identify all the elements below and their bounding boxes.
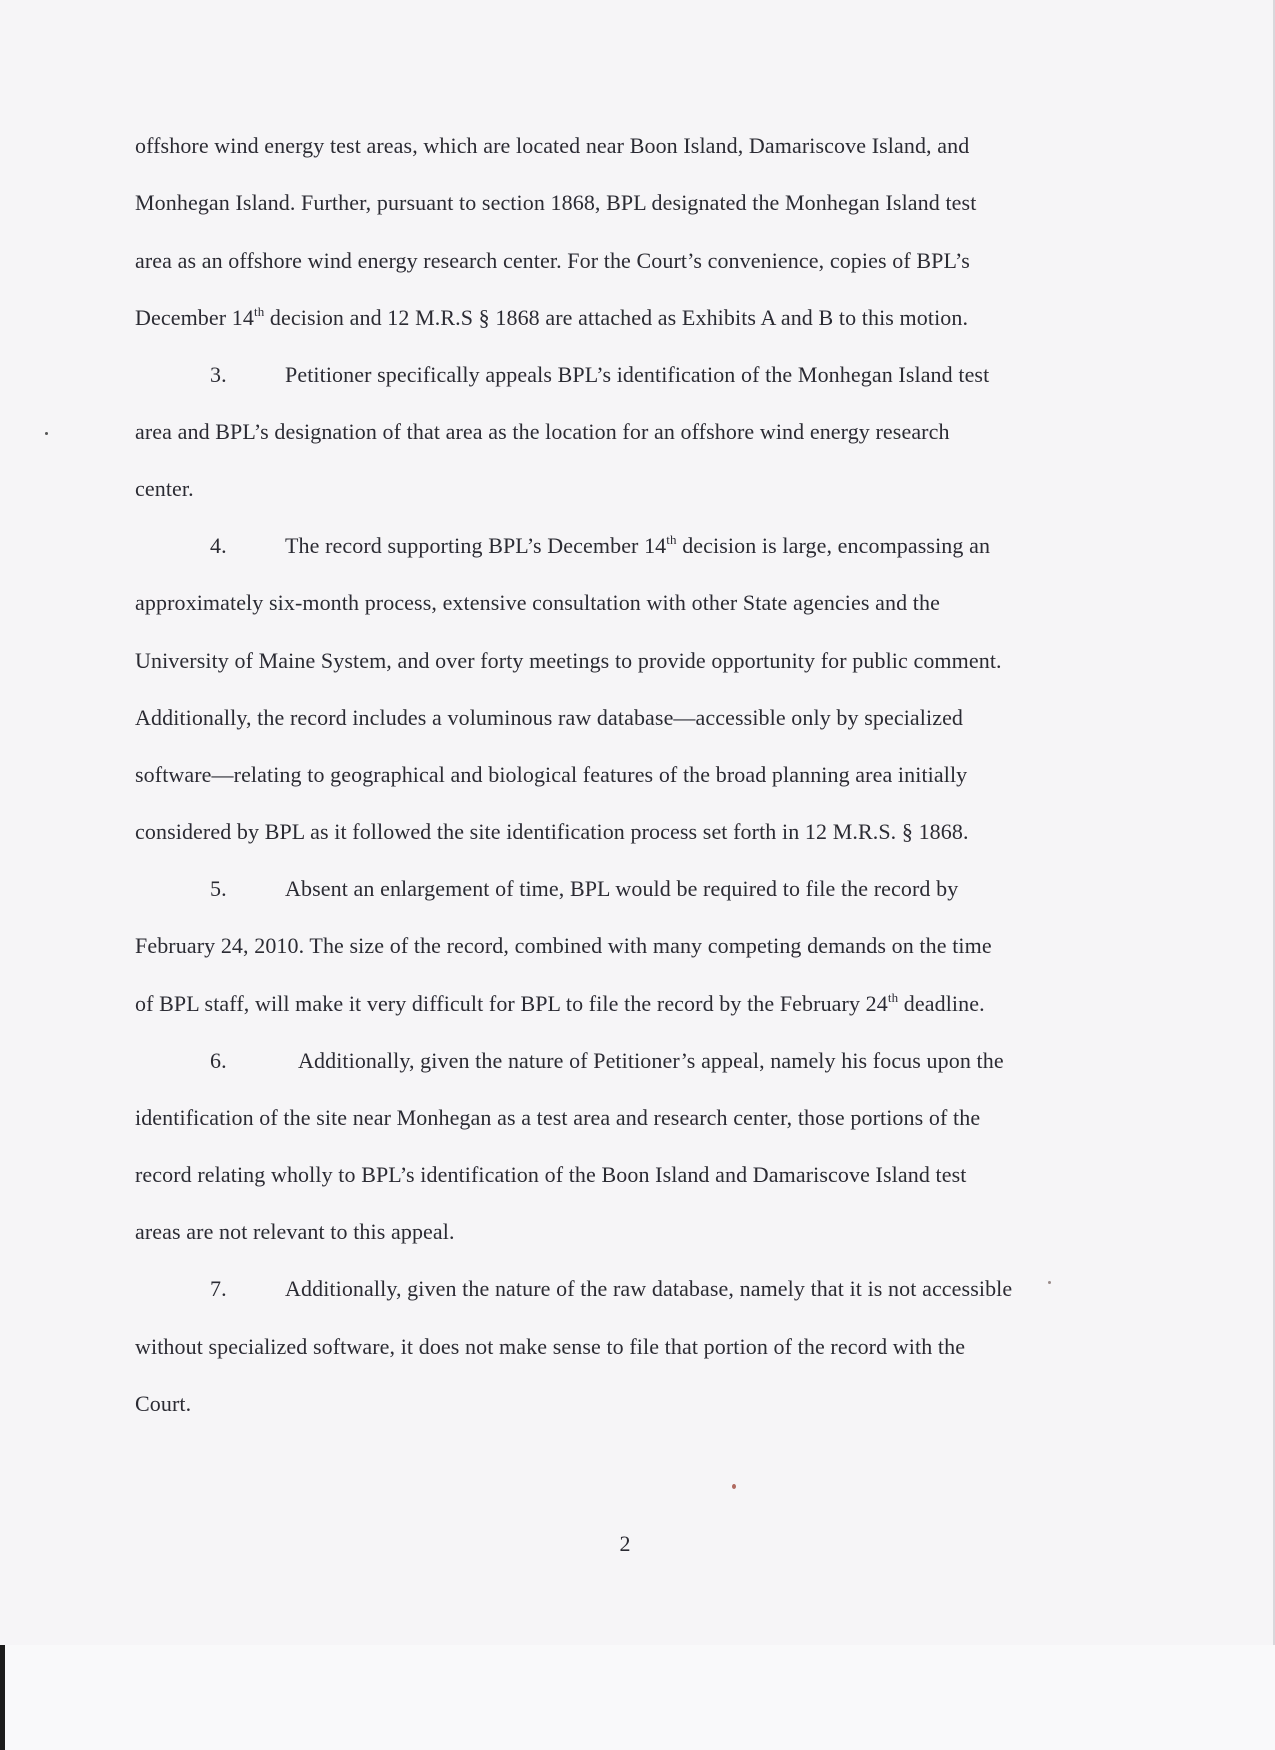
paragraph-number: 7.	[210, 1276, 227, 1301]
scan-speck	[1048, 1281, 1051, 1284]
text: decision and 12 M.R.S § 1868 are attached as Exhibits A and B to this motion.	[264, 305, 969, 330]
text: approximately six-month process, extensive consultation with other State agencies and the	[135, 590, 940, 615]
text: record relating wholly to BPL’s identification of the Boon Island and Damariscove Island test	[135, 1162, 967, 1187]
text: deadline.	[898, 991, 985, 1016]
text-line	[135, 1104, 980, 1132]
text: Court.	[135, 1391, 192, 1416]
text: software—relating to geographical and biological features of the broad planning area initially	[135, 762, 968, 787]
text-line	[135, 1390, 191, 1418]
page-number: 2	[619, 1531, 631, 1556]
text: Additionally, given the nature of the raw database, namely that it is not accessible	[285, 1276, 1013, 1301]
text: February 24, 2010. The size of the record, combined with many competing demands on the time	[135, 933, 992, 958]
text-line	[135, 418, 950, 446]
text-line	[135, 990, 985, 1018]
superscript: th	[666, 532, 677, 547]
text: of BPL staff, will make it very difficult for BPL to file the record by the February 24	[135, 991, 888, 1016]
scan-speck	[732, 1484, 736, 1489]
text-group	[285, 532, 990, 560]
text: Additionally, given the nature of Petitioner’s appeal, namely his focus upon the	[298, 1048, 1004, 1073]
text-line	[135, 704, 963, 732]
text-line	[135, 247, 970, 275]
text-line	[135, 189, 976, 217]
text-line	[135, 761, 967, 789]
text: decision is large, encompassing an	[676, 533, 991, 558]
text: Absent an enlargement of time, BPL would be required to file the record by	[285, 876, 959, 901]
text-line	[135, 932, 992, 960]
paragraph-number: 3.	[210, 362, 227, 387]
paragraph-number: 5.	[210, 876, 227, 901]
superscript: th	[887, 990, 899, 1005]
text: December 14	[135, 305, 254, 330]
text: without specialized software, it does not make sense to file that portion of the record with the	[135, 1334, 966, 1359]
text: University of Maine System, and over forty meetings to provide opportunity for public comment.	[135, 648, 1002, 673]
scan-left-edge	[0, 1645, 5, 1750]
text: area as an offshore wind energy research center. For the Court’s convenience, copies of BPL’s	[135, 248, 970, 273]
text: areas are not relevant to this appeal.	[135, 1219, 455, 1244]
text-line	[135, 1218, 455, 1246]
text-line	[135, 647, 1002, 675]
text: Additionally, the record includes a voluminous raw database—accessible only by specialized	[135, 705, 964, 730]
text-line	[135, 304, 968, 332]
superscript: th	[254, 304, 265, 319]
text: area and BPL’s designation of that area as the location for an offshore wind energy research	[135, 419, 950, 444]
text-line	[135, 475, 194, 503]
text-line	[135, 589, 940, 617]
paragraph-number: 6.	[210, 1048, 227, 1073]
scan-speck	[45, 432, 48, 435]
scan-bottom-band	[0, 1645, 1275, 1750]
text-line	[135, 818, 969, 846]
paragraph-number: 4.	[210, 533, 227, 558]
text: considered by BPL as it followed the site identification process set forth in 12 M.R.S. § 1868.	[135, 819, 969, 844]
text-line	[135, 132, 969, 160]
text: Monhegan Island. Further, pursuant to section 1868, BPL designated the Monhegan Island test	[135, 190, 977, 215]
text-line	[135, 1161, 966, 1189]
text: The record supporting BPL’s December 14	[285, 533, 667, 558]
text: offshore wind energy test areas, which are located near Boon Island, Damariscove Island, and	[135, 133, 970, 158]
text: center.	[135, 476, 194, 501]
text-line	[135, 1333, 965, 1361]
text: Petitioner specifically appeals BPL’s identification of the Monhegan Island test	[285, 362, 990, 387]
text: identification of the site near Monhegan as a test area and research center, those portions of the	[135, 1105, 981, 1130]
